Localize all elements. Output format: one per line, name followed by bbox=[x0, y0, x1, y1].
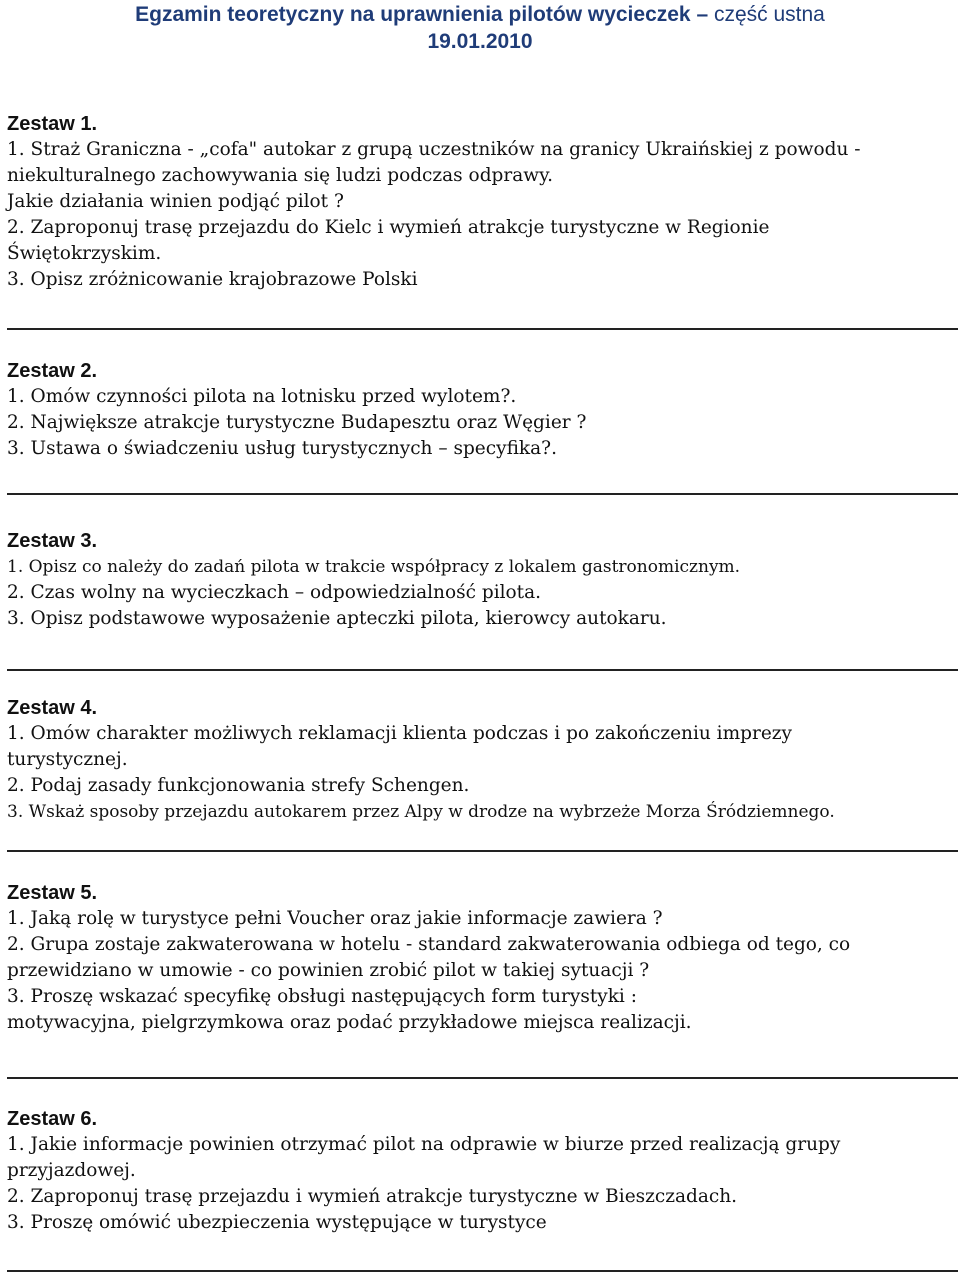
question-line: 2. Zaproponuj trasę przejazdu i wymień atrakcje turystyczne w Bieszczadach. bbox=[7, 1186, 738, 1207]
set-5 bbox=[7, 880, 952, 1036]
set-title: Zestaw 6. bbox=[7, 1108, 98, 1130]
set-3 bbox=[7, 528, 952, 632]
section-divider bbox=[7, 850, 958, 852]
question-line: 3. Opisz zróżnicowanie krajobrazowe Polski bbox=[7, 269, 418, 290]
question-line: 3. Proszę wskazać specyfikę obsługi następujących form turystyki : bbox=[7, 986, 637, 1007]
set-title: Zestaw 3. bbox=[7, 530, 98, 552]
question-line: 3. Ustawa o świadczeniu usług turystycznych – specyfika?. bbox=[7, 438, 557, 459]
question-line: Świętokrzyskim. bbox=[7, 243, 162, 264]
set-6 bbox=[7, 1106, 952, 1236]
set-4 bbox=[7, 695, 952, 825]
title-normal: część ustna bbox=[713, 3, 825, 26]
question-line: 1. Omów czynności pilota na lotnisku przed wylotem?. bbox=[7, 386, 517, 407]
question-line: 1. Opisz co należy do zadań pilota w trakcie współpracy z lokalem gastronomicznym. bbox=[7, 557, 741, 577]
question-line: 2. Największe atrakcje turystyczne Budapesztu oraz Węgier ? bbox=[7, 412, 587, 433]
question-line: 1. Straż Graniczna - „cofa" autokar z grupą uczestników na granicy Ukraińskiej z powodu - bbox=[7, 139, 861, 160]
set-title: Zestaw 4. bbox=[7, 697, 98, 719]
title-bold: Egzamin teoretyczny na uprawnienia pilotów wycieczek – bbox=[135, 3, 714, 26]
set-title: Zestaw 1. bbox=[7, 113, 98, 135]
section-divider bbox=[7, 1077, 958, 1079]
section-divider bbox=[7, 1270, 958, 1272]
question-line: 2. Grupa zostaje zakwaterowana w hotelu - standard zakwaterowania odbiega od tego, co bbox=[7, 934, 851, 955]
question-line: Jakie działania winien podjąć pilot ? bbox=[7, 191, 344, 212]
set-2 bbox=[7, 358, 952, 462]
question-line: 3. Proszę omówić ubezpieczenia występujące w turystyce bbox=[7, 1212, 547, 1233]
question-line: 2. Zaproponuj trasę przejazdu do Kielc i wymień atrakcje turystyczne w Regionie bbox=[7, 217, 770, 238]
document-title bbox=[0, 0, 960, 30]
section-divider bbox=[7, 669, 958, 671]
set-1 bbox=[7, 111, 952, 293]
set-title: Zestaw 2. bbox=[7, 360, 98, 382]
question-line: 1. Jakie informacje powinien otrzymać pilot na odprawie w biurze przed realizacją grupy bbox=[7, 1134, 841, 1155]
question-line: turystycznej. bbox=[7, 749, 128, 770]
set-title: Zestaw 5. bbox=[7, 882, 98, 904]
question-line: 2. Czas wolny na wycieczkach – odpowiedzialność pilota. bbox=[7, 582, 542, 603]
question-line: 3. Wskaż sposoby przejazdu autokarem przez Alpy w drodze na wybrzeże Morza Śródziemnego. bbox=[7, 802, 835, 822]
question-line: 1. Omów charakter możliwych reklamacji klienta podczas i po zakończeniu imprezy bbox=[7, 723, 792, 744]
question-line: niekulturalnego zachowywania się ludzi podczas odprawy. bbox=[7, 165, 553, 186]
question-line: przyjazdowej. bbox=[7, 1160, 136, 1181]
document-date: 19.01.2010 bbox=[427, 30, 533, 53]
question-line: 1. Jaką rolę w turystyce pełni Voucher oraz jakie informacje zawiera ? bbox=[7, 908, 663, 929]
question-line: przewidziano w umowie - co powinien zrobić pilot w takiej sytuacji ? bbox=[7, 960, 650, 981]
question-line: 3. Opisz podstawowe wyposażenie apteczki pilota, kierowcy autokaru. bbox=[7, 608, 667, 629]
question-line: motywacyjna, pielgrzymkowa oraz podać przykładowe miejsca realizacji. bbox=[7, 1012, 692, 1033]
section-divider bbox=[7, 493, 958, 495]
section-divider bbox=[7, 328, 958, 330]
question-line: 2. Podaj zasady funkcjonowania strefy Schengen. bbox=[7, 775, 470, 796]
